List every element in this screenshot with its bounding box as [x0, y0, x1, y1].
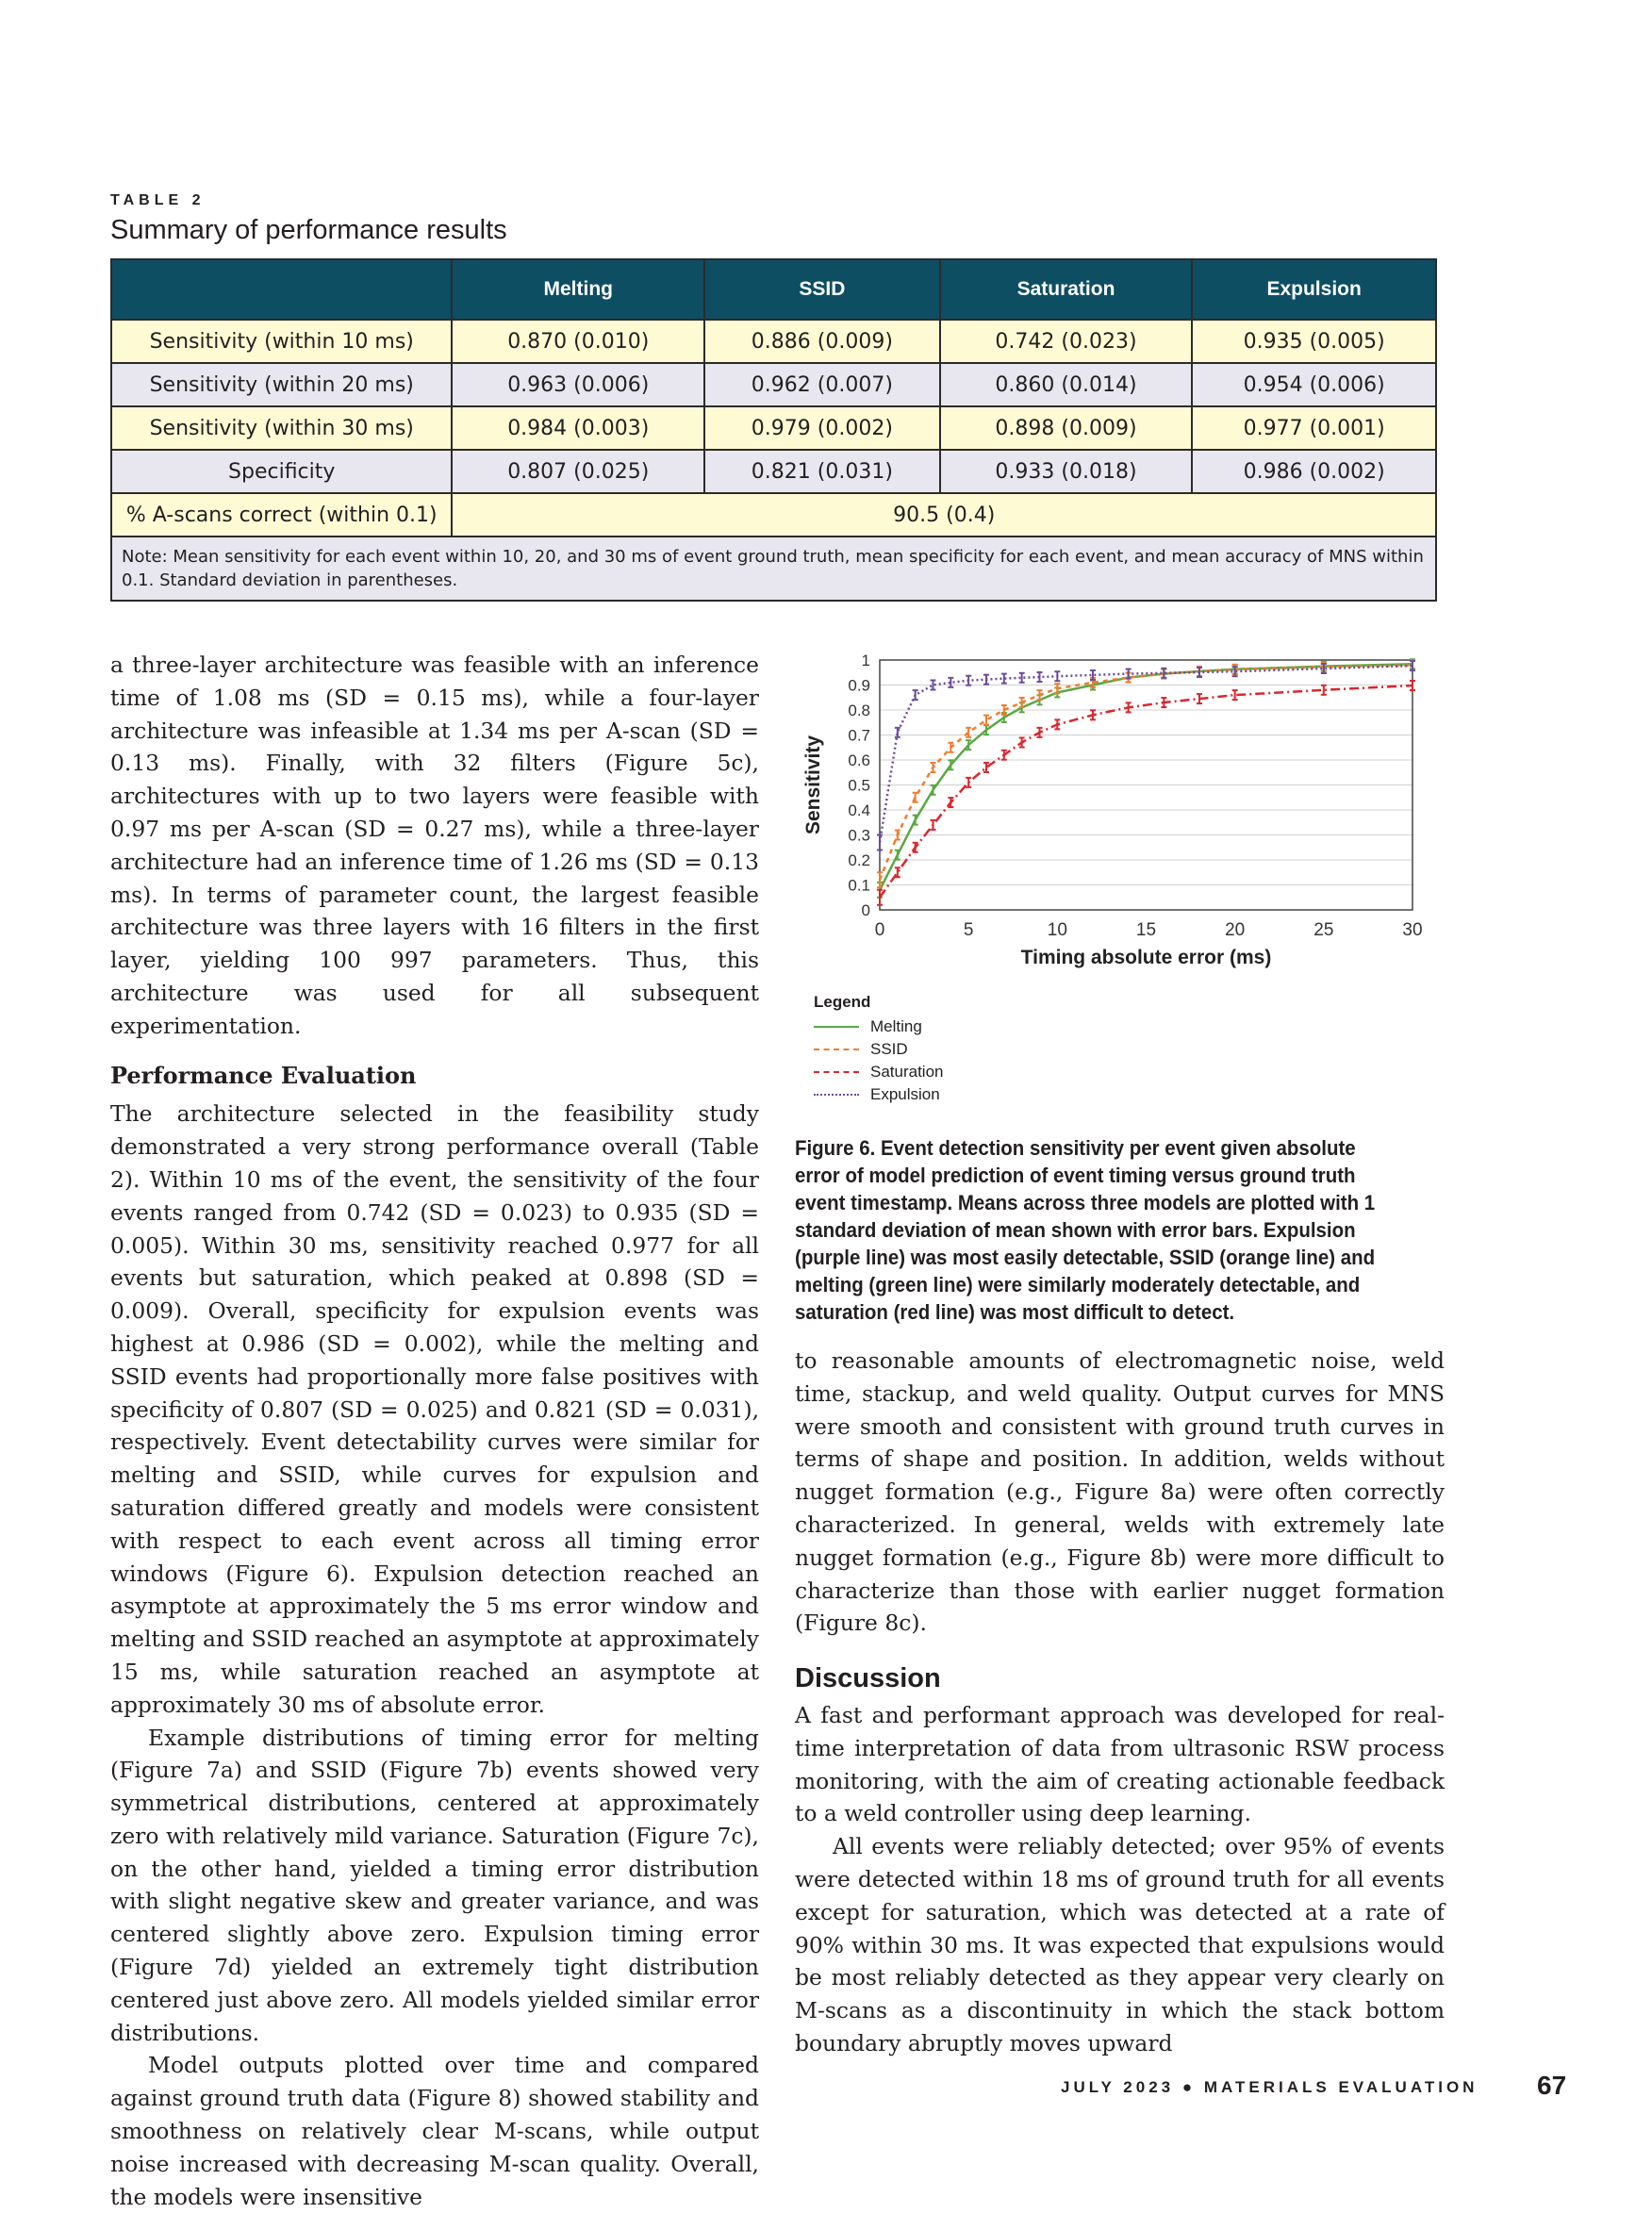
- x-tick-label: 30: [1402, 920, 1423, 940]
- table-header-cell: [111, 259, 452, 320]
- performance-table: [110, 258, 1437, 602]
- table-label: TABLE 2: [110, 192, 206, 208]
- table-cell: 0.963 (0.006): [452, 363, 704, 406]
- table-cell: 0.821 (0.031): [704, 450, 940, 493]
- legend-label: Melting: [870, 1017, 922, 1035]
- row-label: Sensitivity (within 30 ms): [111, 406, 452, 450]
- paragraph: to reasonable amounts of electromagnetic noise, weld time, stackup, and weld quality. Output curves for MNS were smooth and consistent with ground truth curves in terms of shape and position. In addition, welds without nugget formation (e.g., Figure 8a) were often correctly characterized. In general, welds with extremely late nugget formation (e.g., Figure 8b) were more difficult to characterize than those with earlier nugget formation (Figure 8c).: [795, 1347, 1445, 1637]
- paragraph: Model outputs plotted over time and compared against ground truth data (Figure 8) showed stability and smoothness on relatively clear M-scans, while output noise increased with decreasing M-scan quality. Overall, the models were insensitive: [110, 2052, 759, 2210]
- chart-legend: [814, 993, 944, 1106]
- y-tick-label: 0.6: [848, 751, 870, 769]
- legend-swatch: [814, 1026, 859, 1028]
- table-cell: 0.933 (0.018): [940, 450, 1193, 493]
- sensitivity-chart: [795, 651, 1445, 990]
- x-tick-label: 20: [1225, 920, 1246, 940]
- paragraph: All events were reliably detected; over 95% of events were detected within 18 ms of ground truth for all events except for saturation, which was detected at a rate of 90% within 30 ms. It was expected that expulsions would be most reliably detected as they appear very clearly on M-scans as a discontinuity in which the stack bottom boundary abruptly moves upward: [795, 1833, 1445, 2056]
- table-cell: 0.898 (0.009): [940, 406, 1193, 450]
- table-cell: 0.870 (0.010): [452, 320, 704, 363]
- figure-caption: Figure 6. Event detection sensitivity per event given absolute error of model prediction of event timing versus ground truth event timestamp. Means across three models are plotted with 1 standard deviation of mean shown with error bars. Expulsion (purple line) was most easily detectable, SSID (orange line) and melting (green line) were similarly moderately detectable, and saturation (red line) was most difficult to detect.: [795, 1136, 1376, 1324]
- legend-swatch: [814, 1049, 859, 1050]
- y-tick-label: 0.7: [848, 726, 870, 745]
- table-cell: 0.962 (0.007): [704, 363, 940, 406]
- series-line: [880, 664, 1412, 890]
- row-label: Sensitivity (within 20 ms): [111, 363, 452, 406]
- legend-label: SSID: [870, 1040, 908, 1058]
- table-cell: 0.886 (0.009): [704, 320, 940, 363]
- y-tick-label: 0.2: [848, 851, 870, 869]
- table-row: [111, 320, 1436, 363]
- series-line: [880, 685, 1412, 898]
- legend-item: [814, 1038, 944, 1061]
- y-tick-label: 0.3: [848, 826, 870, 845]
- table-header-cell: Melting: [452, 259, 704, 320]
- table-title: Summary of performance results: [110, 215, 507, 245]
- paragraph: The architecture selected in the feasibility study demonstrated a very strong performance overall (Table 2). Within 10 ms of the event, the sensitivity of the four events ranged from 0.742 (SD = 0.023) to 0.935 (SD = 0.005). Within 30 ms, sensitivity reached 0.977 for all events but saturation, which peaked at 0.898 (SD = 0.009). Overall, specificity for expulsion events was highest at 0.986 (SD = 0.002), while the melting and SSID events had proportionally more false positives with specificity of 0.807 (SD = 0.025) and 0.821 (SD = 0.031), respectively. Event detectability curves were similar for melting and SSID, while curves for expulsion and saturation differed greatly and models were consistent with respect to each event across all timing error windows (Figure 6). Expulsion detection reached an asymptote at approximately the 5 ms error window and melting and SSID reached an asymptote at approximately 15 ms, while saturation reached an asymptote at approximately 30 ms of absolute error.: [110, 1100, 759, 1718]
- y-tick-label: 0.8: [848, 702, 870, 719]
- table-cell: 0.984 (0.003): [452, 406, 704, 450]
- table-cell: 0.807 (0.025): [452, 450, 704, 493]
- table-note-row: [111, 537, 1436, 601]
- row-label: % A-scans correct (within 0.1): [111, 493, 452, 537]
- table-row: [111, 406, 1436, 450]
- paragraph: A fast and performant approach was developed for real-time interpretation of data from ultrasonic RSW process monitoring, with the aim of creating actionable feedback to a weld controller using deep learning.: [795, 1701, 1445, 1827]
- x-tick-label: 10: [1047, 920, 1067, 940]
- y-tick-label: 1: [861, 652, 870, 669]
- table-header-cell: SSID: [704, 259, 940, 320]
- table-cell: 0.860 (0.014): [940, 363, 1193, 406]
- x-tick-label: 5: [963, 920, 974, 940]
- table-note: Note: Mean sensitivity for each event within 10, 20, and 30 ms of event ground truth, mean specificity for each event, and mean accuracy of MNS within 0.1. Standard deviation in parentheses.: [111, 537, 1436, 601]
- y-tick-label: 0.4: [848, 801, 870, 819]
- table-cell: 0.979 (0.002): [704, 406, 940, 450]
- table-header-cell: Saturation: [940, 259, 1193, 320]
- legend-swatch: [814, 1094, 859, 1096]
- row-label: Specificity: [111, 450, 452, 493]
- legend-label: Expulsion: [870, 1085, 940, 1103]
- table-header-row: [111, 259, 1436, 320]
- table-cell: 0.954 (0.006): [1192, 363, 1436, 406]
- table-header-cell: Expulsion: [1192, 259, 1436, 320]
- page-number: 67: [1537, 2071, 1567, 2100]
- x-tick-label: 15: [1135, 920, 1157, 940]
- legend-item: [814, 1061, 944, 1083]
- legend-item: [814, 1083, 944, 1106]
- y-tick-label: 0.9: [848, 676, 870, 695]
- table-row: [111, 493, 1436, 537]
- paragraph: Example distributions of timing error for melting (Figure 7a) and SSID (Figure 7b) events showed very symmetrical distributions, centered at approximately zero with relatively mild variance. Saturation (Figure 7c), on the other hand, yielded a timing error distribution with slight negative skew and greater variance, and was centered slightly above zero. Expulsion timing error (Figure 7d) yielded an extremely tight distribution centered just above zero. All models yielded similar error distributions.: [110, 1724, 759, 2046]
- paragraph: a three-layer architecture was feasible with an inference time of 1.08 ms (SD = 0.15 ms), while a four-layer architecture was infeasible at 1.34 ms per A-scan (SD = 0.13 ms). Finally, with 32 filters (Figure 5c), architectures with up to two layers were feasible with 0.97 ms per A-scan (SD = 0.27 ms), while a three-layer architecture had an inference time of 1.26 ms (SD = 0.13 ms). In terms of parameter count, the largest feasible architecture was three layers with 16 filters in the first layer, yielding 100 997 parameters. Thus, this architecture was used for all subsequent experimentation.: [110, 652, 759, 1039]
- series-line: [880, 666, 1412, 881]
- table-row: [111, 363, 1436, 406]
- y-axis-label: Sensitivity: [802, 735, 824, 835]
- x-axis-label: Timing absolute error (ms): [1020, 947, 1272, 968]
- table-cell: 0.935 (0.005): [1192, 320, 1436, 363]
- legend-item: [814, 1016, 944, 1038]
- right-column: [795, 1345, 1445, 2060]
- legend-swatch: [814, 1071, 859, 1073]
- y-tick-label: 0: [861, 901, 870, 919]
- table-cell: 90.5 (0.4): [452, 493, 1436, 537]
- legend-title: Legend: [814, 993, 871, 1011]
- section-heading: Performance Evaluation: [110, 1061, 417, 1089]
- table-cell: 0.742 (0.023): [940, 320, 1193, 363]
- table-cell: 0.977 (0.001): [1192, 406, 1436, 450]
- y-tick-label: 0.1: [848, 876, 870, 895]
- table-row: [111, 450, 1436, 493]
- section-heading: Discussion: [795, 1663, 941, 1694]
- figure-6: [795, 651, 1445, 1324]
- journal-footer: JULY 2023 ● MATERIALS EVALUATION: [1061, 2078, 1479, 2096]
- left-column: [110, 649, 759, 2213]
- x-tick-label: 25: [1313, 920, 1334, 940]
- legend-label: Saturation: [870, 1063, 944, 1081]
- x-tick-label: 0: [874, 920, 885, 940]
- row-label: Sensitivity (within 10 ms): [111, 320, 452, 363]
- y-tick-label: 0.5: [848, 776, 870, 795]
- table-cell: 0.986 (0.002): [1192, 450, 1436, 493]
